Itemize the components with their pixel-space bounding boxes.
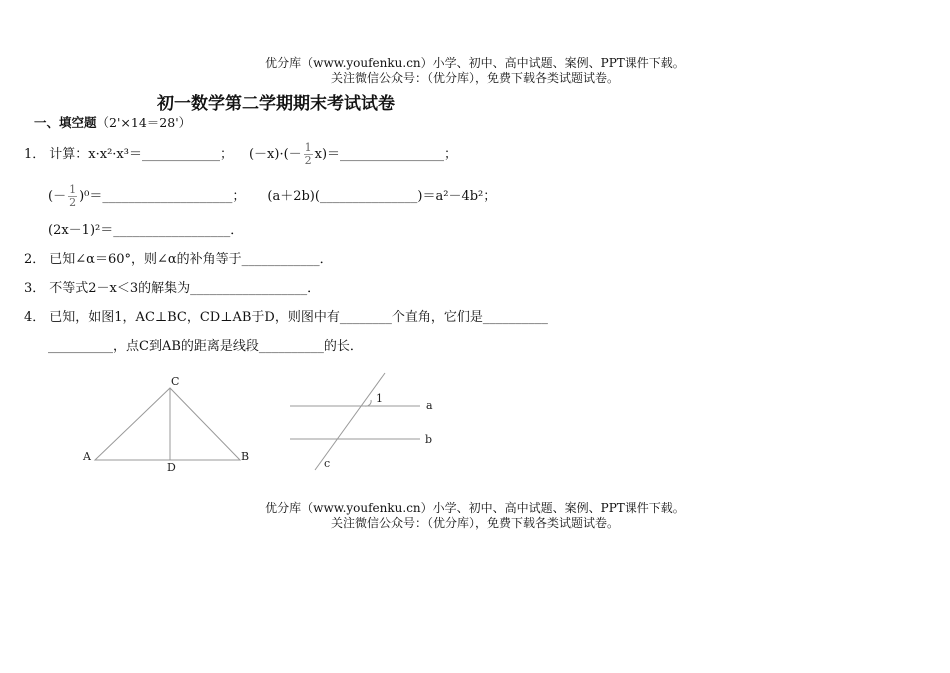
question-2 — [24, 248, 333, 267]
question-2-text: 已知∠α＝60°，则∠α的补角等于____________． — [49, 252, 333, 267]
fraction-denominator: 2 — [304, 154, 312, 167]
question-3 — [24, 277, 320, 296]
question-number: 3． — [24, 281, 46, 296]
question-4-text-1: 已知，如图1，AC⊥BC，CD⊥AB于D，则图中有________个直角，它们是__________ — [49, 310, 548, 325]
vertex-label-b: B — [241, 450, 250, 463]
question-1-part-c-suffix: )⁰＝____________________； — [79, 189, 246, 204]
line-label-a: a — [426, 399, 433, 412]
section-score: （2'×14＝28'） — [96, 115, 192, 130]
header-line-2: 关注微信公众号：（优分库），免费下载各类试题试卷。 — [330, 71, 619, 85]
question-1-part-a: 计算：x·x²·x³＝____________； — [49, 147, 233, 162]
question-1-part-d: (a＋2b)(_______________)＝a²－4b²； — [267, 189, 497, 204]
header-line-1: 优分库（www.youfenku.cn）小学、初中、高中试题、案例、PPT课件下载。 — [265, 56, 685, 70]
question-1-line-1 — [24, 142, 457, 167]
line-label-b: b — [425, 433, 433, 446]
fraction-numerator: 1 — [69, 183, 77, 196]
fraction-half — [68, 184, 77, 209]
question-4-line-1 — [24, 306, 548, 325]
line-c — [315, 373, 385, 470]
triangle-figure — [75, 370, 260, 480]
question-1-part-c-prefix: (－ — [48, 189, 67, 204]
fraction-numerator: 1 — [304, 141, 312, 154]
section-heading — [34, 113, 191, 131]
vertex-label-d: D — [167, 461, 176, 474]
fraction-half — [304, 142, 313, 167]
vertex-label-a: A — [83, 450, 91, 463]
question-1-part-b-prefix: (－x)·(－ — [248, 147, 302, 162]
question-4-line-2: __________，点C到AB的距离是线段__________的长． — [48, 339, 363, 354]
fraction-denominator: 2 — [69, 196, 77, 209]
question-number: 4． — [24, 310, 46, 325]
angle-1-arc — [365, 400, 371, 406]
footer-line-2: 关注微信公众号：（优分库），免费下载各类试题试卷。 — [330, 516, 619, 530]
parallel-lines-figure — [285, 368, 440, 478]
section-heading-label: 一、填空题 — [34, 115, 97, 130]
angle-label-1: 1 — [376, 392, 383, 405]
vertex-label-c: C — [171, 375, 180, 388]
question-number: 1． — [24, 147, 46, 162]
question-number: 2． — [24, 252, 46, 267]
question-1-part-e: (2x－1)²＝__________________． — [48, 223, 244, 238]
line-label-c: c — [324, 457, 331, 470]
triangle-abc — [95, 388, 240, 460]
footer-line-1: 优分库（www.youfenku.cn）小学、初中、高中试题、案例、PPT课件下载。 — [265, 501, 685, 515]
page-title: 初一数学第二学期期末考试试卷 — [157, 94, 395, 114]
question-1-line-2 — [48, 184, 496, 209]
question-3-text: 不等式2－x＜3的解集为__________________． — [49, 281, 321, 296]
question-1-part-b-suffix: x)＝________________； — [314, 147, 458, 162]
